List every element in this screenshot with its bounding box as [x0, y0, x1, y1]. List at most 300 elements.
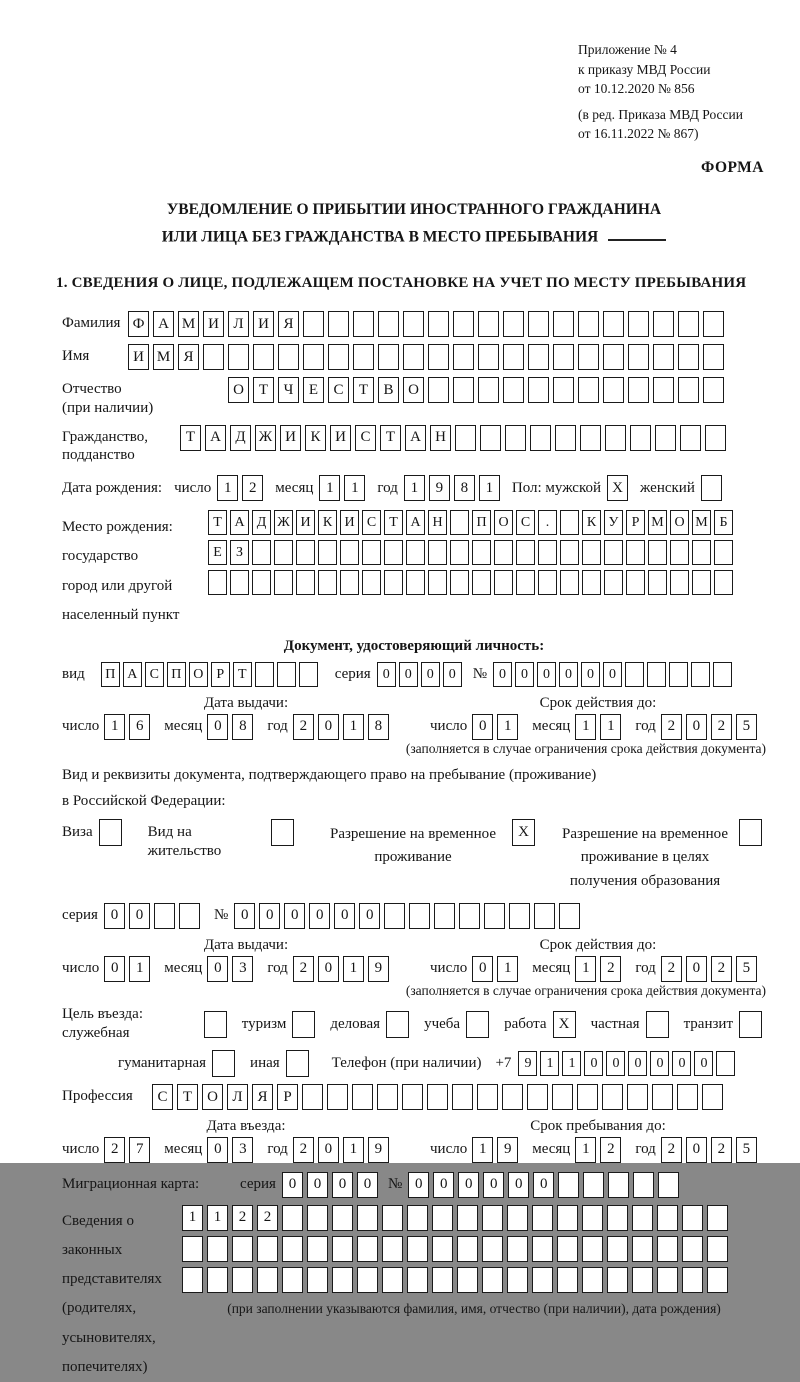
char-box[interactable]	[203, 344, 224, 370]
char-box[interactable]: 5	[736, 1137, 757, 1163]
char-box[interactable]: 0	[606, 1051, 625, 1076]
char-box[interactable]: 0	[357, 1172, 378, 1198]
char-box[interactable]: 1	[575, 714, 596, 740]
char-box[interactable]: 3	[232, 1137, 253, 1163]
char-box[interactable]: 1	[575, 1137, 596, 1163]
char-box[interactable]	[450, 570, 469, 595]
char-box[interactable]	[318, 540, 337, 565]
char-box[interactable]	[703, 344, 724, 370]
char-box[interactable]	[507, 1205, 528, 1231]
char-box[interactable]	[212, 1050, 235, 1077]
char-box[interactable]	[232, 1236, 253, 1262]
char-box[interactable]: 0	[559, 662, 578, 687]
char-box[interactable]: Т	[233, 662, 252, 687]
char-box[interactable]	[362, 540, 381, 565]
char-box[interactable]	[677, 1084, 698, 1110]
char-box[interactable]	[450, 510, 469, 535]
char-box[interactable]: 0	[421, 662, 440, 687]
char-box[interactable]	[378, 311, 399, 337]
char-box[interactable]: 0	[603, 662, 622, 687]
char-box[interactable]: 0	[686, 956, 707, 982]
char-box[interactable]: 0	[129, 903, 150, 929]
char-box[interactable]	[538, 540, 557, 565]
char-box[interactable]: X	[607, 475, 628, 501]
char-box[interactable]	[453, 344, 474, 370]
char-box[interactable]	[657, 1236, 678, 1262]
char-box[interactable]	[559, 903, 580, 929]
char-box[interactable]	[532, 1267, 553, 1293]
char-box[interactable]: Д	[230, 425, 251, 451]
char-box[interactable]	[277, 662, 296, 687]
char-box[interactable]: 2	[242, 475, 263, 501]
char-box[interactable]: 0	[207, 956, 228, 982]
char-box[interactable]	[406, 540, 425, 565]
char-box[interactable]	[484, 903, 505, 929]
char-box[interactable]: 7	[129, 1137, 150, 1163]
char-box[interactable]	[434, 903, 455, 929]
char-box[interactable]	[179, 903, 200, 929]
char-box[interactable]: 1	[343, 1137, 364, 1163]
char-box[interactable]: 0	[472, 956, 493, 982]
char-box[interactable]	[332, 1236, 353, 1262]
char-box[interactable]	[560, 570, 579, 595]
char-box[interactable]	[328, 311, 349, 337]
char-box[interactable]	[455, 425, 476, 451]
char-box[interactable]: 1	[319, 475, 340, 501]
char-box[interactable]: 9	[368, 956, 389, 982]
char-box[interactable]	[628, 344, 649, 370]
char-box[interactable]: Я	[252, 1084, 273, 1110]
char-box[interactable]: Л	[228, 311, 249, 337]
char-box[interactable]: 6	[129, 714, 150, 740]
char-box[interactable]: К	[305, 425, 326, 451]
char-box[interactable]: 1	[129, 956, 150, 982]
char-box[interactable]	[702, 1084, 723, 1110]
char-box[interactable]: 8	[368, 714, 389, 740]
char-box[interactable]	[477, 1084, 498, 1110]
char-box[interactable]: А	[230, 510, 249, 535]
char-box[interactable]	[707, 1236, 728, 1262]
char-box[interactable]	[582, 540, 601, 565]
char-box[interactable]	[603, 311, 624, 337]
char-box[interactable]: 0	[493, 662, 512, 687]
char-box[interactable]: Т	[208, 510, 227, 535]
char-box[interactable]: И	[330, 425, 351, 451]
char-box[interactable]	[555, 425, 576, 451]
char-box[interactable]	[626, 570, 645, 595]
char-box[interactable]	[714, 540, 733, 565]
char-box[interactable]: 0	[104, 956, 125, 982]
char-box[interactable]	[296, 540, 315, 565]
char-box[interactable]: 2	[293, 1137, 314, 1163]
char-box[interactable]: 1	[600, 714, 621, 740]
char-box[interactable]: 0	[694, 1051, 713, 1076]
char-box[interactable]	[478, 311, 499, 337]
char-box[interactable]	[340, 570, 359, 595]
char-box[interactable]: Н	[428, 510, 447, 535]
char-box[interactable]: 0	[282, 1172, 303, 1198]
char-box[interactable]	[357, 1205, 378, 1231]
char-box[interactable]	[739, 1011, 762, 1038]
char-box[interactable]: С	[355, 425, 376, 451]
char-box[interactable]	[274, 540, 293, 565]
char-box[interactable]: Т	[253, 377, 274, 403]
char-box[interactable]: 1	[104, 714, 125, 740]
char-box[interactable]	[713, 662, 732, 687]
char-box[interactable]	[534, 903, 555, 929]
char-box[interactable]	[582, 1205, 603, 1231]
char-box[interactable]	[627, 1084, 648, 1110]
char-box[interactable]: 2	[711, 1137, 732, 1163]
char-box[interactable]	[362, 570, 381, 595]
char-box[interactable]	[353, 344, 374, 370]
char-box[interactable]: 2	[104, 1137, 125, 1163]
char-box[interactable]	[402, 1084, 423, 1110]
char-box[interactable]: С	[328, 377, 349, 403]
char-box[interactable]	[648, 570, 667, 595]
char-box[interactable]	[658, 1172, 679, 1198]
char-box[interactable]	[307, 1205, 328, 1231]
char-box[interactable]	[457, 1205, 478, 1231]
char-box[interactable]	[670, 540, 689, 565]
char-box[interactable]: Н	[430, 425, 451, 451]
char-box[interactable]: 0	[318, 714, 339, 740]
char-box[interactable]: Ч	[278, 377, 299, 403]
char-box[interactable]: 0	[104, 903, 125, 929]
char-box[interactable]	[669, 662, 688, 687]
char-box[interactable]: 0	[259, 903, 280, 929]
char-box[interactable]: 0	[318, 956, 339, 982]
char-box[interactable]	[578, 344, 599, 370]
char-box[interactable]	[652, 1084, 673, 1110]
char-box[interactable]	[632, 1267, 653, 1293]
char-box[interactable]	[182, 1236, 203, 1262]
char-box[interactable]	[646, 1011, 669, 1038]
char-box[interactable]	[538, 570, 557, 595]
char-box[interactable]: 2	[711, 956, 732, 982]
char-box[interactable]: У	[604, 510, 623, 535]
char-box[interactable]: 0	[318, 1137, 339, 1163]
char-box[interactable]: П	[472, 510, 491, 535]
char-box[interactable]: М	[178, 311, 199, 337]
char-box[interactable]: 0	[628, 1051, 647, 1076]
char-box[interactable]	[682, 1236, 703, 1262]
char-box[interactable]	[560, 510, 579, 535]
char-box[interactable]	[691, 662, 710, 687]
char-box[interactable]: 1	[344, 475, 365, 501]
char-box[interactable]: 0	[581, 662, 600, 687]
char-box[interactable]	[428, 570, 447, 595]
char-box[interactable]: 2	[293, 714, 314, 740]
char-box[interactable]	[432, 1236, 453, 1262]
char-box[interactable]	[274, 570, 293, 595]
char-box[interactable]: С	[362, 510, 381, 535]
char-box[interactable]	[428, 377, 449, 403]
char-box[interactable]	[701, 475, 722, 501]
char-box[interactable]	[457, 1267, 478, 1293]
char-box[interactable]: 0	[650, 1051, 669, 1076]
char-box[interactable]	[232, 1267, 253, 1293]
char-box[interactable]	[516, 570, 535, 595]
char-box[interactable]: К	[318, 510, 337, 535]
char-box[interactable]	[578, 377, 599, 403]
char-box[interactable]	[478, 344, 499, 370]
char-box[interactable]: 0	[332, 1172, 353, 1198]
char-box[interactable]: 2	[661, 1137, 682, 1163]
char-box[interactable]: И	[128, 344, 149, 370]
char-box[interactable]	[327, 1084, 348, 1110]
char-box[interactable]	[407, 1267, 428, 1293]
char-box[interactable]	[382, 1267, 403, 1293]
char-box[interactable]	[557, 1236, 578, 1262]
char-box[interactable]	[428, 344, 449, 370]
char-box[interactable]	[299, 662, 318, 687]
char-box[interactable]: 9	[429, 475, 450, 501]
char-box[interactable]: 2	[711, 714, 732, 740]
char-box[interactable]: 1	[497, 956, 518, 982]
char-box[interactable]	[453, 311, 474, 337]
char-box[interactable]	[692, 540, 711, 565]
char-box[interactable]: 2	[232, 1205, 253, 1231]
char-box[interactable]	[705, 425, 726, 451]
char-box[interactable]: 2	[661, 714, 682, 740]
char-box[interactable]	[625, 662, 644, 687]
char-box[interactable]	[282, 1205, 303, 1231]
char-box[interactable]	[557, 1205, 578, 1231]
char-box[interactable]	[682, 1205, 703, 1231]
char-box[interactable]	[303, 344, 324, 370]
char-box[interactable]: Т	[353, 377, 374, 403]
char-box[interactable]: 0	[483, 1172, 504, 1198]
char-box[interactable]	[657, 1205, 678, 1231]
char-box[interactable]: 0	[443, 662, 462, 687]
char-box[interactable]: 0	[686, 714, 707, 740]
char-box[interactable]: С	[516, 510, 535, 535]
char-box[interactable]	[604, 570, 623, 595]
char-box[interactable]: И	[203, 311, 224, 337]
char-box[interactable]	[703, 377, 724, 403]
char-box[interactable]	[384, 903, 405, 929]
char-box[interactable]	[409, 903, 430, 929]
char-box[interactable]	[208, 570, 227, 595]
char-box[interactable]	[154, 903, 175, 929]
char-box[interactable]: Ф	[128, 311, 149, 337]
char-box[interactable]	[507, 1267, 528, 1293]
char-box[interactable]	[530, 425, 551, 451]
char-box[interactable]	[657, 1267, 678, 1293]
char-box[interactable]	[428, 540, 447, 565]
char-box[interactable]	[553, 377, 574, 403]
char-box[interactable]: 1	[497, 714, 518, 740]
char-box[interactable]: .	[538, 510, 557, 535]
char-box[interactable]: 0	[334, 903, 355, 929]
char-box[interactable]: 0	[234, 903, 255, 929]
char-box[interactable]: Т	[177, 1084, 198, 1110]
char-box[interactable]: 1	[479, 475, 500, 501]
char-box[interactable]: П	[167, 662, 186, 687]
char-box[interactable]: П	[101, 662, 120, 687]
char-box[interactable]: 2	[293, 956, 314, 982]
char-box[interactable]: 1	[217, 475, 238, 501]
char-box[interactable]: 2	[257, 1205, 278, 1231]
char-box[interactable]: 0	[399, 662, 418, 687]
char-box[interactable]	[450, 540, 469, 565]
char-box[interactable]: 0	[458, 1172, 479, 1198]
char-box[interactable]	[271, 819, 294, 846]
char-box[interactable]	[678, 311, 699, 337]
char-box[interactable]: О	[670, 510, 689, 535]
char-box[interactable]: 9	[518, 1051, 537, 1076]
char-box[interactable]	[707, 1267, 728, 1293]
char-box[interactable]	[703, 311, 724, 337]
char-box[interactable]: Я	[178, 344, 199, 370]
char-box[interactable]	[558, 1172, 579, 1198]
char-box[interactable]	[582, 1267, 603, 1293]
char-box[interactable]	[632, 1205, 653, 1231]
char-box[interactable]	[707, 1205, 728, 1231]
char-box[interactable]	[578, 311, 599, 337]
char-box[interactable]	[509, 903, 530, 929]
char-box[interactable]	[292, 1011, 315, 1038]
char-box[interactable]: 5	[736, 714, 757, 740]
char-box[interactable]: О	[494, 510, 513, 535]
char-box[interactable]	[582, 1236, 603, 1262]
char-box[interactable]	[382, 1205, 403, 1231]
char-box[interactable]: 1	[540, 1051, 559, 1076]
char-box[interactable]	[582, 570, 601, 595]
char-box[interactable]: Е	[208, 540, 227, 565]
char-box[interactable]: 0	[533, 1172, 554, 1198]
char-box[interactable]	[602, 1084, 623, 1110]
char-box[interactable]: 0	[508, 1172, 529, 1198]
char-box[interactable]: А	[153, 311, 174, 337]
char-box[interactable]	[459, 903, 480, 929]
char-box[interactable]: Р	[626, 510, 645, 535]
char-box[interactable]: З	[230, 540, 249, 565]
char-box[interactable]	[528, 344, 549, 370]
char-box[interactable]: О	[202, 1084, 223, 1110]
char-box[interactable]	[472, 540, 491, 565]
char-box[interactable]	[607, 1267, 628, 1293]
char-box[interactable]	[328, 344, 349, 370]
char-box[interactable]: 0	[433, 1172, 454, 1198]
char-box[interactable]	[628, 377, 649, 403]
char-box[interactable]	[406, 570, 425, 595]
char-box[interactable]	[453, 377, 474, 403]
char-box[interactable]	[503, 377, 524, 403]
char-box[interactable]: 1	[343, 714, 364, 740]
char-box[interactable]	[560, 540, 579, 565]
char-box[interactable]: 2	[600, 1137, 621, 1163]
char-box[interactable]	[253, 344, 274, 370]
char-box[interactable]	[332, 1267, 353, 1293]
char-box[interactable]	[182, 1267, 203, 1293]
char-box[interactable]	[716, 1051, 735, 1076]
char-box[interactable]: И	[340, 510, 359, 535]
char-box[interactable]	[655, 425, 676, 451]
char-box[interactable]	[478, 377, 499, 403]
char-box[interactable]	[632, 1236, 653, 1262]
char-box[interactable]	[653, 377, 674, 403]
char-box[interactable]	[252, 570, 271, 595]
char-box[interactable]	[680, 425, 701, 451]
char-box[interactable]	[607, 1205, 628, 1231]
char-box[interactable]: Ж	[255, 425, 276, 451]
char-box[interactable]	[386, 1011, 409, 1038]
char-box[interactable]: 0	[537, 662, 556, 687]
char-box[interactable]: 2	[661, 956, 682, 982]
char-box[interactable]	[428, 311, 449, 337]
char-box[interactable]	[482, 1205, 503, 1231]
char-box[interactable]	[472, 570, 491, 595]
char-box[interactable]	[603, 344, 624, 370]
char-box[interactable]	[633, 1172, 654, 1198]
char-box[interactable]: 1	[207, 1205, 228, 1231]
char-box[interactable]	[384, 540, 403, 565]
char-box[interactable]	[607, 1236, 628, 1262]
char-box[interactable]	[99, 819, 122, 846]
char-box[interactable]	[647, 662, 666, 687]
char-box[interactable]: О	[228, 377, 249, 403]
char-box[interactable]	[603, 377, 624, 403]
char-box[interactable]	[553, 344, 574, 370]
char-box[interactable]: Ж	[274, 510, 293, 535]
char-box[interactable]	[377, 1084, 398, 1110]
char-box[interactable]	[384, 570, 403, 595]
char-box[interactable]: Л	[227, 1084, 248, 1110]
char-box[interactable]: 1	[404, 475, 425, 501]
char-box[interactable]	[516, 540, 535, 565]
char-box[interactable]: А	[123, 662, 142, 687]
char-box[interactable]	[714, 570, 733, 595]
char-box[interactable]	[692, 570, 711, 595]
char-box[interactable]: 0	[472, 714, 493, 740]
char-box[interactable]	[357, 1236, 378, 1262]
char-box[interactable]	[340, 540, 359, 565]
char-box[interactable]: 0	[284, 903, 305, 929]
char-box[interactable]	[282, 1267, 303, 1293]
char-box[interactable]	[580, 425, 601, 451]
char-box[interactable]	[678, 377, 699, 403]
char-box[interactable]	[407, 1205, 428, 1231]
char-box[interactable]: 1	[343, 956, 364, 982]
char-box[interactable]	[503, 311, 524, 337]
char-box[interactable]: 0	[672, 1051, 691, 1076]
char-box[interactable]: 8	[454, 475, 475, 501]
char-box[interactable]	[228, 344, 249, 370]
char-box[interactable]	[255, 662, 274, 687]
char-box[interactable]: 3	[232, 956, 253, 982]
char-box[interactable]	[204, 1011, 227, 1038]
char-box[interactable]	[630, 425, 651, 451]
char-box[interactable]	[494, 570, 513, 595]
char-box[interactable]: Я	[278, 311, 299, 337]
char-box[interactable]: 5	[736, 956, 757, 982]
char-box[interactable]	[432, 1267, 453, 1293]
char-box[interactable]: 0	[584, 1051, 603, 1076]
char-box[interactable]	[257, 1267, 278, 1293]
char-box[interactable]	[628, 311, 649, 337]
char-box[interactable]	[457, 1236, 478, 1262]
char-box[interactable]	[626, 540, 645, 565]
char-box[interactable]	[528, 377, 549, 403]
char-box[interactable]	[296, 570, 315, 595]
char-box[interactable]	[307, 1236, 328, 1262]
char-box[interactable]: А	[205, 425, 226, 451]
char-box[interactable]	[653, 344, 674, 370]
char-box[interactable]	[532, 1236, 553, 1262]
char-box[interactable]	[318, 570, 337, 595]
